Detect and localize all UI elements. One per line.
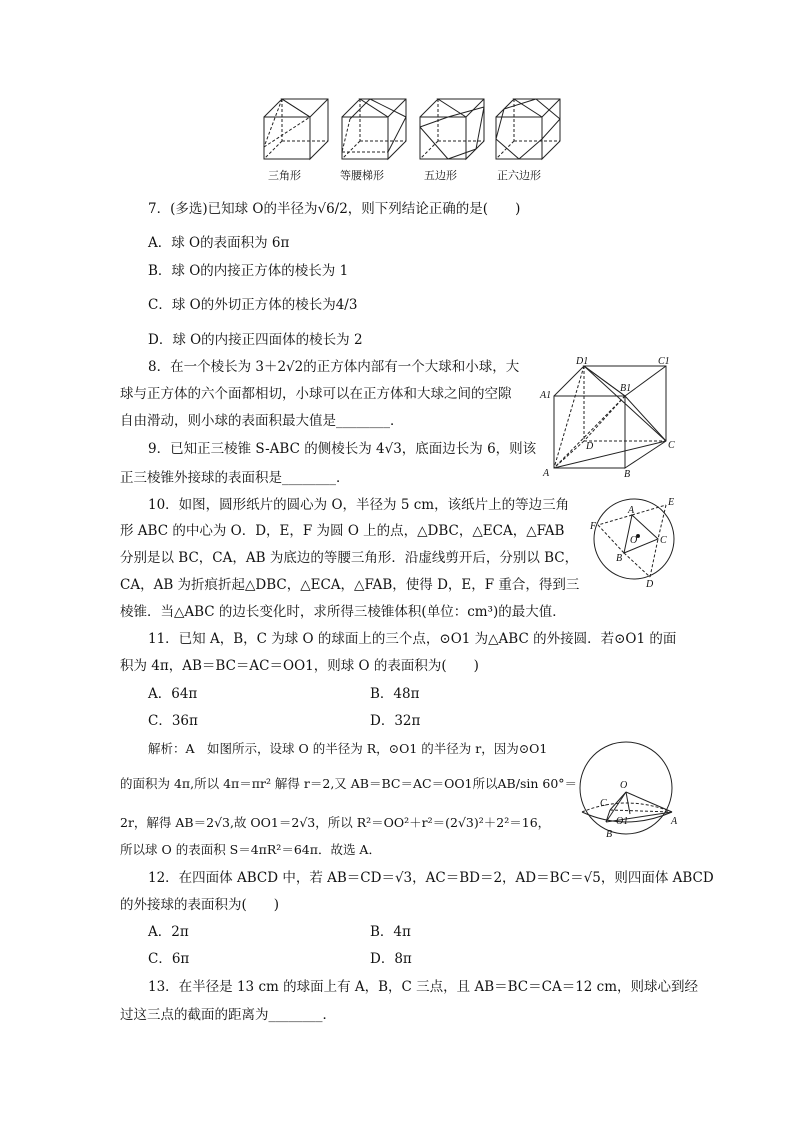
cube-hexagon-figure [494, 97, 564, 163]
q10-circle-figure [590, 495, 680, 590]
q12-option-b: B．4π [370, 924, 411, 940]
q11-option-d: D．32π [370, 713, 421, 729]
q11-analysis-2: 的面积为 4π,所以 4π＝πr² 解得 r＝2,又 AB＝BC＝AC＝OO1所以AB/sin 60°＝ [120, 776, 578, 791]
q10-label-d: D [646, 579, 654, 590]
q7-option-d: D．球 O的内接正四面体的棱长为 2 [148, 332, 363, 348]
q10-label-c: C [660, 535, 667, 546]
q8-line-3: 自由滑动，则小球的表面积最大值是________． [120, 413, 404, 429]
q8-label-c1: C1 [658, 356, 670, 367]
q11-line-2: 积为 4π，AB＝BC＝AC＝OO1，则球 O 的表面积为( ) [120, 658, 479, 674]
cube-trapezoid-figure [340, 97, 410, 163]
q10-line-4: CA，AB 为折痕折起△DBC，△ECA，△FAB，使得 D，E，F 重合，得到三 [120, 577, 580, 593]
q10-label-e: E [668, 497, 675, 508]
q8-label-b1: B1 [620, 383, 632, 394]
caption-trapezoid: 等腰梯形 [340, 169, 384, 182]
q7-option-c: C．球 O的外切正方体的棱长为4/3 [148, 297, 358, 313]
q11-analysis-1: 解析：A 如图所示，设球 O 的半径为 R，⊙O1 的半径为 r，因为⊙O1 [148, 741, 548, 756]
q8-line-2: 球与正方体的六个面都相切，小球可以在正方体和大球之间的空隙 [120, 386, 512, 402]
q8-label-c: C [668, 440, 675, 451]
q7-option-b: B．球 O的内接正方体的棱长为 1 [148, 263, 349, 279]
q11-label-c: C [600, 798, 607, 809]
q8-label-a1: A1 [540, 390, 552, 401]
q9-line-2: 正三棱锥外接球的表面积是________． [120, 470, 350, 486]
q10-line-2: 形 ABC 的中心为 O．D，E，F 为圆 O 上的点，△DBC，△ECA，△FAB [120, 523, 565, 539]
q10-line-3: 分别是以 BC，CA，AB 为底边的等腰三角形．沿虚线剪开后，分别以 BC， [120, 550, 579, 566]
q8-label-d1: D1 [576, 356, 589, 367]
q11-analysis-4: 所以球 O 的表面积 S＝4πR²＝64π．故选 A． [120, 842, 381, 857]
q7-stem: 7．(多选)已知球 O的半径为√6/2，则下列结论正确的是( ) [148, 201, 521, 217]
q13-line-2: 过这三点的截面的距离为________． [120, 1007, 336, 1023]
q8-line-1: 8．在一个棱长为 3＋2√2的正方体内部有一个大球和小球，大 [148, 359, 520, 375]
q10-label-f: F [590, 521, 597, 532]
q8-label-b: B [624, 469, 631, 480]
q12-line-2: 的外接球的表面积为( ) [120, 897, 280, 913]
q10-line-1: 10．如图，圆形纸片的圆心为 O，半径为 5 cm，该纸片上的等边三角 [148, 497, 570, 513]
q12-option-d: D．8π [370, 951, 412, 967]
q10-label-o: O [630, 535, 638, 546]
cube-pentagon-figure [418, 97, 488, 163]
q11-sphere-figure [576, 740, 680, 840]
q11-line-1: 11．已知 A，B，C 为球 O 的球面上的三个点，⊙O1 为△ABC 的外接圆．若⊙O1 的面 [148, 631, 677, 647]
q12-option-c: C．6π [148, 951, 190, 967]
q11-label-o: O [620, 780, 628, 791]
q11-label-b: B [606, 829, 613, 840]
caption-triangle: 三角形 [268, 169, 301, 182]
q11-option-c: C．36π [148, 713, 198, 729]
q10-line-5: 棱锥．当△ABC 的边长变化时，求所得三棱锥体积(单位：cm³)的最大值． [120, 604, 566, 620]
q11-option-b: B．48π [370, 686, 420, 702]
q10-label-a: A [628, 505, 635, 516]
caption-pentagon: 五边形 [424, 169, 457, 182]
cube-triangle-figure [262, 97, 332, 163]
q11-option-a: A．64π [148, 686, 198, 702]
q8-label-a: A [543, 468, 550, 479]
q8-label-d: D [586, 441, 594, 452]
q12-option-a: A．2π [148, 924, 189, 940]
q11-analysis-3: 2r，解得 AB＝2√3,故 OO1＝2√3，所以 R²＝OO²＋r²＝(2√3)²＋2²＝16， [120, 815, 551, 830]
caption-hexagon: 正六边形 [497, 169, 541, 182]
q10-label-b: B [616, 553, 623, 564]
q13-line-1: 13．在半径是 13 cm 的球面上有 A，B，C 三点，且 AB＝BC＝CA＝12 cm，则球心到经 [148, 979, 699, 995]
q9-line-1: 9．已知正三棱锥 S-ABC 的侧棱长为 4√3，底面边长为 6，则该 [148, 441, 537, 457]
q11-label-o1: O1 [616, 816, 629, 827]
q11-label-a: A [671, 816, 678, 827]
q8-cube-figure [540, 356, 675, 478]
q12-line-1: 12．在四面体 ABCD 中，若 AB＝CD＝√3，AC＝BD＝2，AD＝BC＝√5，则四面体 ABCD [148, 870, 714, 886]
q7-option-a: A．球 O的表面积为 6π [148, 235, 290, 251]
